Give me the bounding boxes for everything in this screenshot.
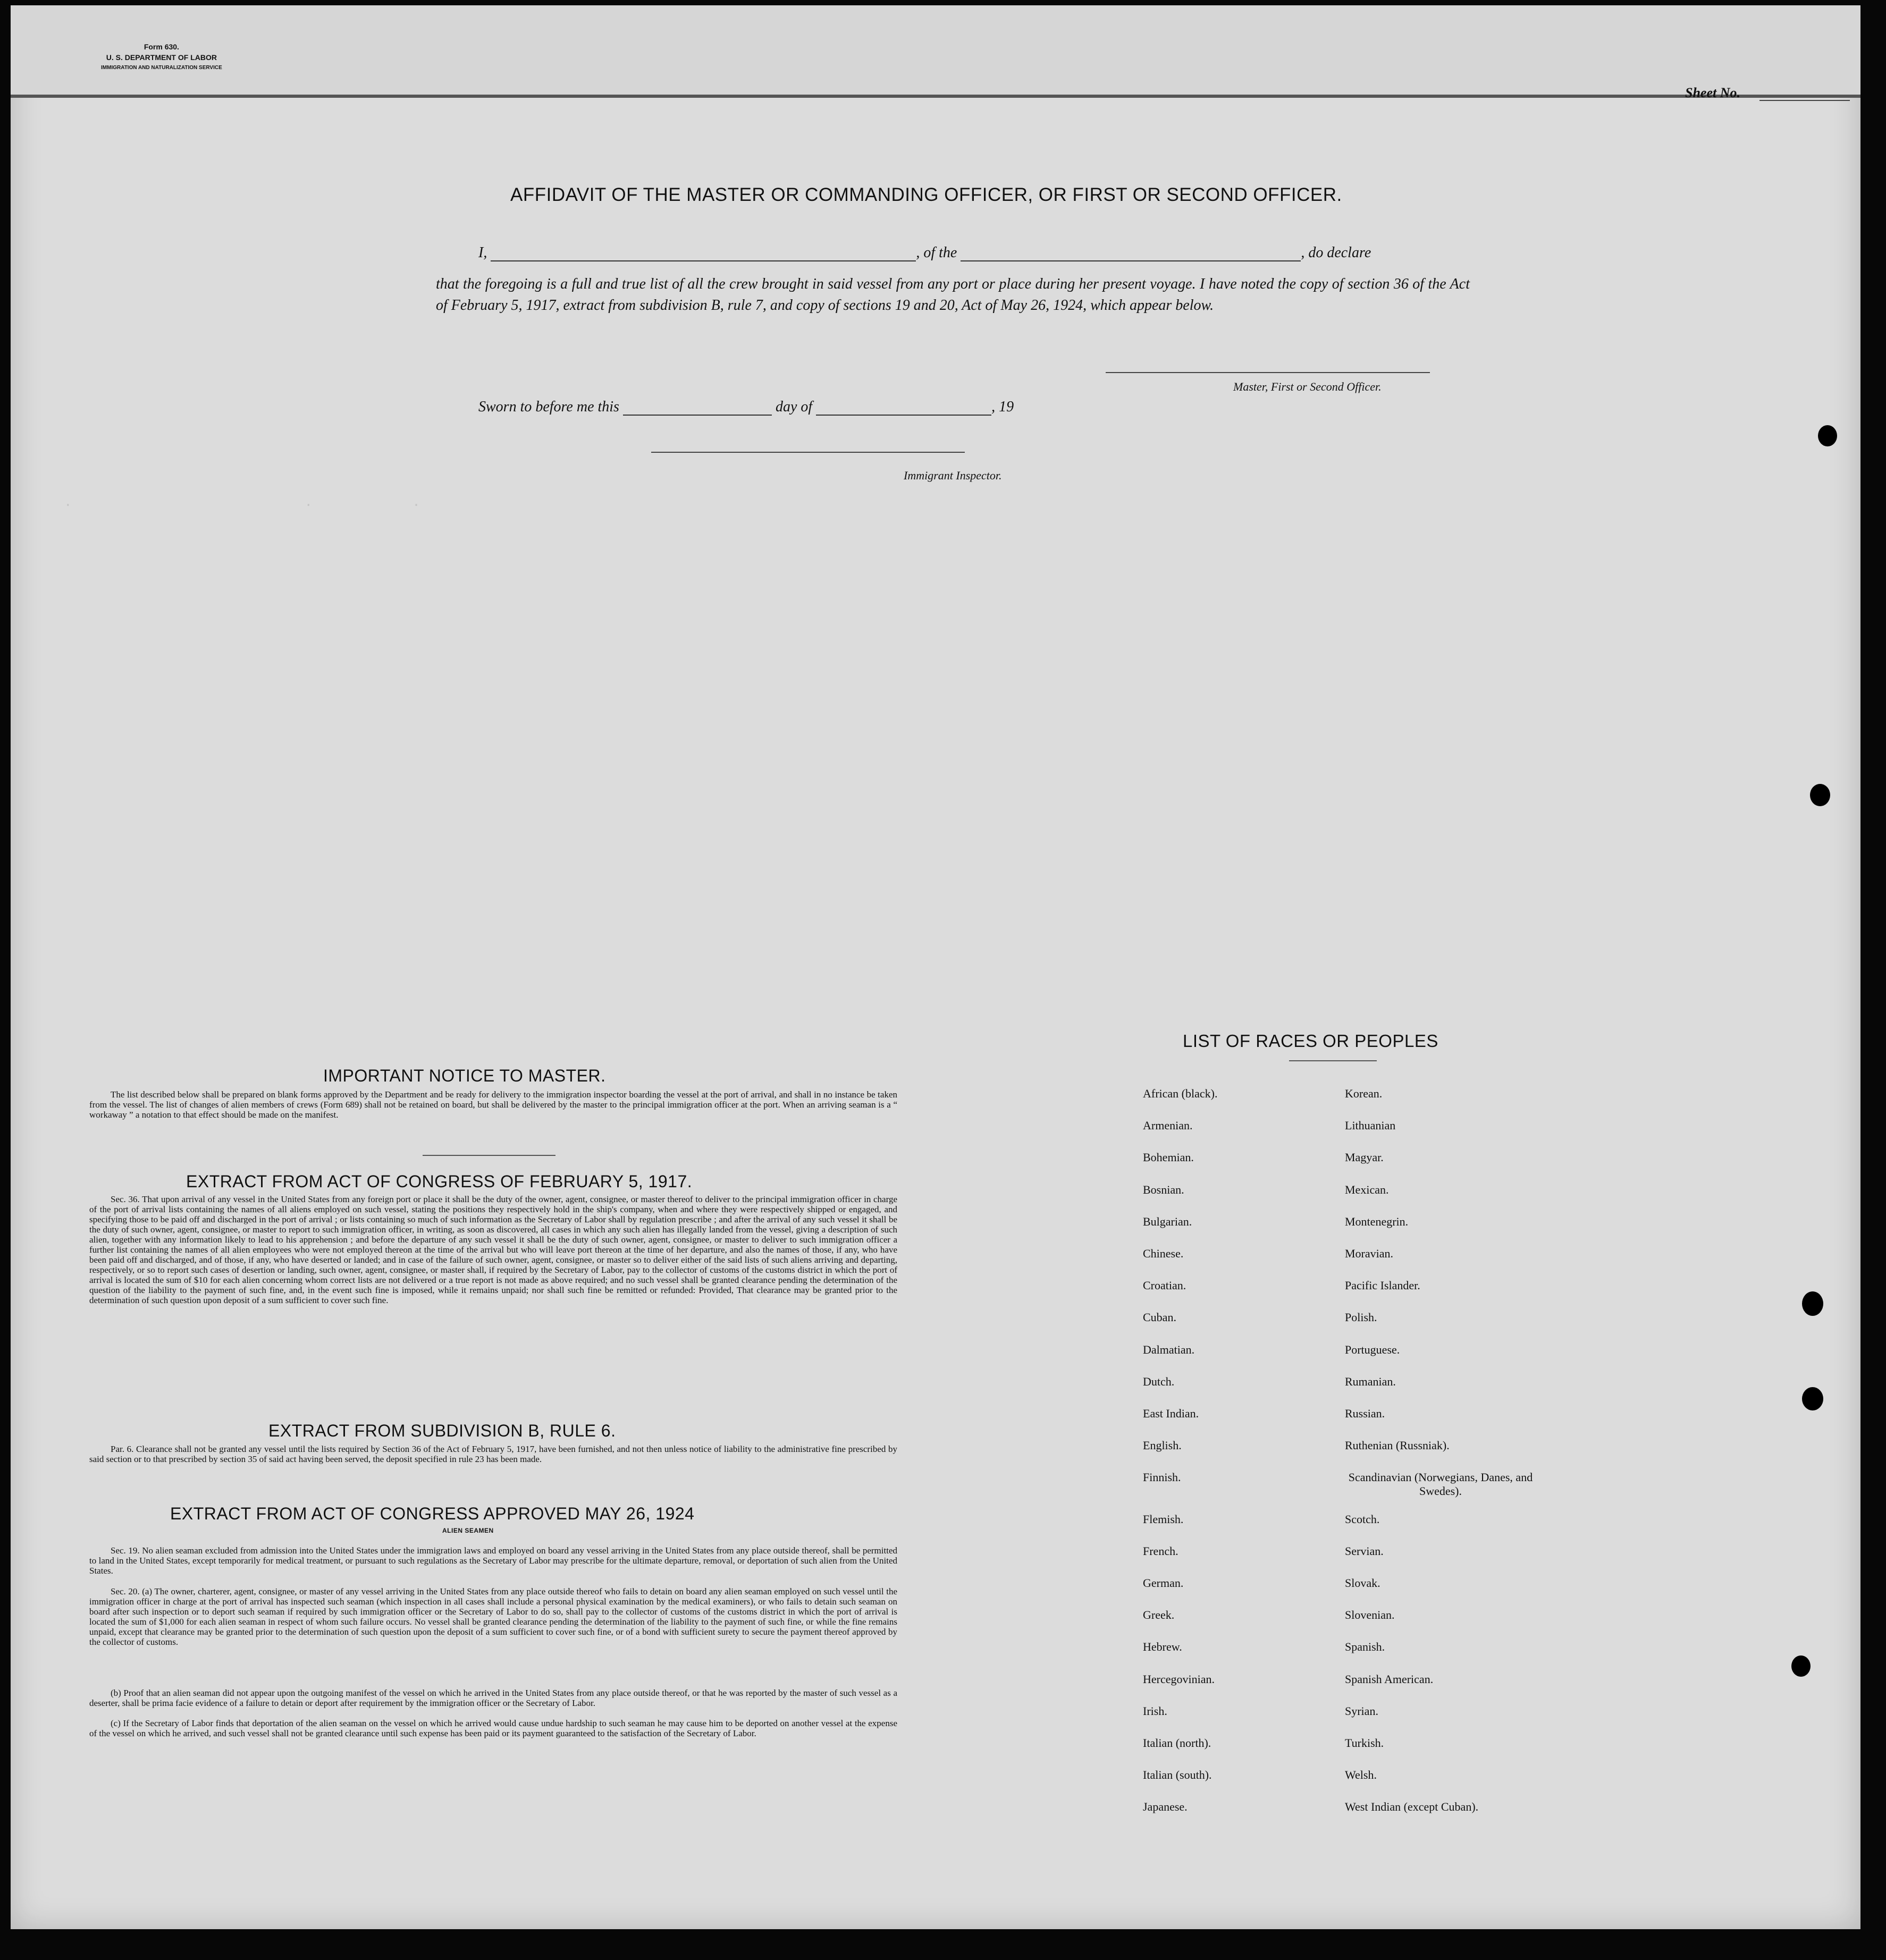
- race-right-item: Turkish.: [1345, 1736, 1384, 1750]
- master-caption: Master, First or Second Officer.: [1233, 380, 1382, 393]
- notice-body: The list described below shall be prepared on blank forms approved by the Department and be ready for delivery to the immigration inspector boarding the vessel at the port of arrival, and shall in no instance be taken from the vessel. The list of changes of alien members of crews (Form 689) shall not be retained on board, but shall be delivered by the master to the principal immigration officer at the port. When an arriving seaman is a “ workaway ” a notation to that effect should be made on the manifest.: [89, 1089, 897, 1120]
- extract-1917-body: Sec. 36. That upon arrival of any vessel in the United States from any foreign port or place it shall be the duty of the owner, agent, consignee, or master thereof to deliver to the principal immigration officer in charge of the port of arrival lists containing the names of all aliens employed on such vessel, stating the positions they respectively hold in the ship's company, when and where they were respectively shipped or engaged, and specifying those to be paid off and discharged in the port of arrival ; or lists containing so much of such information as the Secretary of Labor shall by regulation prescribe ; and after the arrival of any such vessel it shall be the duty of such owner, agent, consignee, or master to report to such immigration officer, in writing, as soon as discovered, all cases in which any such alien has illegally landed from the vessel, giving a description of such alien, together with any information likely to lead to his apprehension ; and before the departure of any such vessel it shall be the duty of such owner, agent, consignee, or master to deliver to such immigration officer a further list containing the names of all alien employees who were not employed thereon at the time of the arrival but who will leave port thereon at the time of her departure, and also the names of those, if any, who have been paid off and discharged, and of those, if any, who have deserted or landed; and in case of the failure of such owner, agent, consignee, or master so to deliver either of the said lists of such aliens arriving and departing, respectively, or so to report such cases of desertion or landing, such owner, agent, consignee, or master shall, if required by the Secretary of Labor, pay to the collector of customs of the customs district in which the port of arrival is located the sum of $10 for each alien concerning whom correct lists are not delivered or a true report is not made as above required; and no such vessel shall be granted clearance pending the determination of the question of the liability to the payment of such fine, and, in the event such fine is imposed, while it remains unpaid; nor shall such fine be remitted or refunded: Provided, That clearance may be granted prior to the determination of such question upon deposit of a sum sufficient to cover such fine.: [89, 1194, 897, 1305]
- vessel-name-field[interactable]: [961, 260, 1301, 261]
- sheet-number-label: Sheet No.: [1685, 85, 1740, 100]
- race-left-item: Armenian.: [1143, 1119, 1193, 1133]
- race-left-item: German.: [1143, 1576, 1184, 1590]
- race-right-item: Scotch.: [1345, 1512, 1380, 1526]
- races-title: LIST OF RACES OR PEOPLES: [1183, 1031, 1438, 1051]
- race-right-item: Magyar.: [1345, 1151, 1384, 1164]
- extract-1924-sec20c: (c) If the Secretary of Labor finds that deportation of the alien seaman on the vessel on which he arrived would cause undue hardship to such seaman he may cause him to be deported on another vessel at the expense of the vessel on which he arrived, and such vessel shall not be granted clearance until such expense has been paid or its payment guaranteed to the satisfaction of the Secretary of Labor.: [89, 1718, 897, 1738]
- race-right-item: Syrian.: [1345, 1704, 1378, 1718]
- race-right-item: Montenegrin.: [1345, 1214, 1409, 1228]
- declare-suffix: , do declare: [1301, 244, 1371, 261]
- race-left-item: Irish.: [1143, 1704, 1167, 1718]
- race-right-item: Korean.: [1345, 1087, 1383, 1100]
- race-right-item: Ruthenian (Russniak).: [1345, 1439, 1450, 1452]
- document-sheet: [11, 5, 1860, 1929]
- race-left-item: Greek.: [1143, 1608, 1175, 1622]
- master-signature-line[interactable]: [1106, 372, 1430, 373]
- rule6-body: Par. 6. Clearance shall not be granted any vessel until the lists required by Section 36 of the Act of February 5, 1917, have been furnished, and not then unless notice of liability to the administrative fine prescribed by said section or to that prescribed by section 35 of said act having been served, the deposit specified in rule 23 has been made.: [89, 1444, 897, 1464]
- race-left-item: Flemish.: [1143, 1512, 1184, 1526]
- declarant-prefix: I,: [478, 244, 487, 261]
- extract-1917-title: EXTRACT FROM ACT OF CONGRESS OF FEBRUARY 5, 1917.: [186, 1172, 693, 1191]
- race-left-item: Hebrew.: [1143, 1640, 1182, 1654]
- race-left-item: Bulgarian.: [1143, 1214, 1192, 1228]
- inspector-signature-line[interactable]: [651, 452, 965, 453]
- race-right-item: Welsh.: [1345, 1768, 1377, 1782]
- form-header-strip: [11, 5, 1860, 98]
- race-left-item: Finnish.: [1143, 1471, 1181, 1484]
- race-right-item: West Indian (except Cuban).: [1345, 1800, 1479, 1814]
- sworn-prefix: Sworn to before me this: [478, 399, 619, 415]
- section-divider: [423, 1155, 555, 1156]
- extract-1924-subtitle: ALIEN SEAMEN: [442, 1527, 494, 1534]
- sworn-month-field[interactable]: [816, 415, 991, 416]
- race-right-item: Pacific Islander.: [1345, 1279, 1420, 1292]
- race-left-item: Cuban.: [1143, 1311, 1176, 1324]
- race-left-item: East Indian.: [1143, 1407, 1199, 1420]
- races-divider: [1289, 1060, 1377, 1061]
- race-left-item: French.: [1143, 1544, 1178, 1558]
- affidavit-title: AFFIDAVIT OF THE MASTER OR COMMANDING OFFICER, OR FIRST OR SECOND OFFICER.: [510, 184, 1342, 205]
- sheet-number-field[interactable]: [1759, 100, 1850, 101]
- notice-title: IMPORTANT NOTICE TO MASTER.: [323, 1066, 606, 1085]
- sworn-day-field[interactable]: [623, 415, 772, 416]
- affidavit-first-line: [478, 244, 1371, 261]
- race-right-item: Moravian.: [1345, 1247, 1394, 1260]
- race-right-item: Lithuanian: [1345, 1119, 1396, 1133]
- race-right-item: Russian.: [1345, 1407, 1385, 1420]
- race-left-item: Bosnian.: [1143, 1182, 1184, 1196]
- race-left-item: Italian (north).: [1143, 1736, 1211, 1750]
- race-right-item: Portuguese.: [1345, 1342, 1400, 1356]
- race-right-item: Spanish American.: [1345, 1672, 1434, 1686]
- extract-1924-title: EXTRACT FROM ACT OF CONGRESS APPROVED MAY 26, 1924: [170, 1504, 695, 1523]
- race-left-item: Japanese.: [1143, 1800, 1188, 1814]
- form-header: [101, 41, 222, 73]
- declarant-name-field[interactable]: [491, 260, 916, 261]
- extract-1924-sec20b: (b) Proof that an alien seaman did not appear upon the outgoing manifest of the vessel on which he arrived in the United States from any place outside thereof, or that he was reported by the master of such vessel as a deserter, shall be prima facie evidence of a failure to detain or deport after requirement by the immigration officer or the Secretary of Labor.: [89, 1688, 897, 1708]
- inspector-caption: Immigrant Inspector.: [904, 469, 1002, 482]
- sworn-day-label: day of: [775, 399, 813, 415]
- punch-hole: [1802, 1387, 1823, 1410]
- race-left-item: Croatian.: [1143, 1279, 1186, 1292]
- race-right-item: Polish.: [1345, 1311, 1377, 1324]
- race-right-item: Rumanian.: [1345, 1374, 1396, 1388]
- form-number: Form 630.: [144, 43, 179, 51]
- race-left-item: Dutch.: [1143, 1374, 1175, 1388]
- race-left-item: Bohemian.: [1143, 1151, 1194, 1164]
- department-name: U. S. DEPARTMENT OF LABOR: [106, 53, 217, 62]
- vessel-prefix: , of the: [916, 244, 957, 261]
- punch-hole: [1791, 1655, 1811, 1677]
- punch-hole: [1802, 1291, 1823, 1316]
- race-left-item: Chinese.: [1143, 1247, 1184, 1260]
- ghost-text: . . .: [64, 494, 420, 510]
- race-right-item: Spanish.: [1345, 1640, 1385, 1654]
- race-left-item: English.: [1143, 1439, 1182, 1452]
- race-left-item: Hercegovinian.: [1143, 1672, 1215, 1686]
- extract-1924-sec19: Sec. 19. No alien seaman excluded from admission into the United States under the immigration laws and employed on board any vessel arriving in the United States from any place outside thereof, shall be permitted to land in the United States, except temporarily for medical treatment, or pursuant to such regulations as the Secretary of Labor may prescribe for the ultimate departure, removal, or deportation of such alien from the United States.: [89, 1545, 897, 1576]
- race-right-item: Scandinavian (Norwegians, Danes, and Swedes).: [1348, 1471, 1533, 1498]
- race-right-item: Slovenian.: [1345, 1608, 1395, 1622]
- punch-hole: [1818, 425, 1837, 446]
- sworn-line: [478, 399, 1014, 416]
- affidavit-body: that the foregoing is a full and true list of all the crew brought in said vessel from any port or place during her present voyage. I have noted the copy of section 36 of the Act of February 5, 1917, extract from subdivision B, rule 7, and copy of sections 19 and 20, Act of May 26, 1924, which appear below.: [436, 276, 1470, 314]
- race-left-item: African (black).: [1143, 1087, 1218, 1100]
- punch-hole: [1810, 784, 1830, 806]
- sworn-year-label: , 19: [991, 399, 1014, 415]
- race-right-item: Mexican.: [1345, 1182, 1389, 1196]
- race-left-item: Italian (south).: [1143, 1768, 1212, 1782]
- race-right-item: Servian.: [1345, 1544, 1384, 1558]
- race-right-item: Slovak.: [1345, 1576, 1380, 1590]
- service-name: IMMIGRATION AND NATURALIZATION SERVICE: [101, 65, 222, 71]
- extract-1924-sec20a: Sec. 20. (a) The owner, charterer, agent, consignee, or master of any vessel arriving in the United States from any place outside thereof who fails to detain on board any alien seaman employed on such vessel until the immigration officer in charge at the port of arrival has inspected such seaman (which inspection in all cases shall include a personal physical examination by the medical examiners), or who fails to detain such seaman on board after such inspection or to deport such seaman if required by such immigration officer or the Secretary of Labor to do so, shall pay to the collector of customs of the customs district in which the port of arrival is located the sum of $1,000 for each alien seaman in respect of whom such failure occurs. No vessel shall be granted clearance pending the determination of the liability to the payment of such fine, or while the fine remains unpaid, except that clearance may be granted prior to the determination of such question upon the deposit of a sum sufficient to cover such fine, or of a bond with sufficient surety to secure the payment thereof approved by the collector of customs.: [89, 1586, 897, 1647]
- race-left-item: Dalmatian.: [1143, 1342, 1195, 1356]
- rule6-title: EXTRACT FROM SUBDIVISION B, RULE 6.: [268, 1421, 616, 1440]
